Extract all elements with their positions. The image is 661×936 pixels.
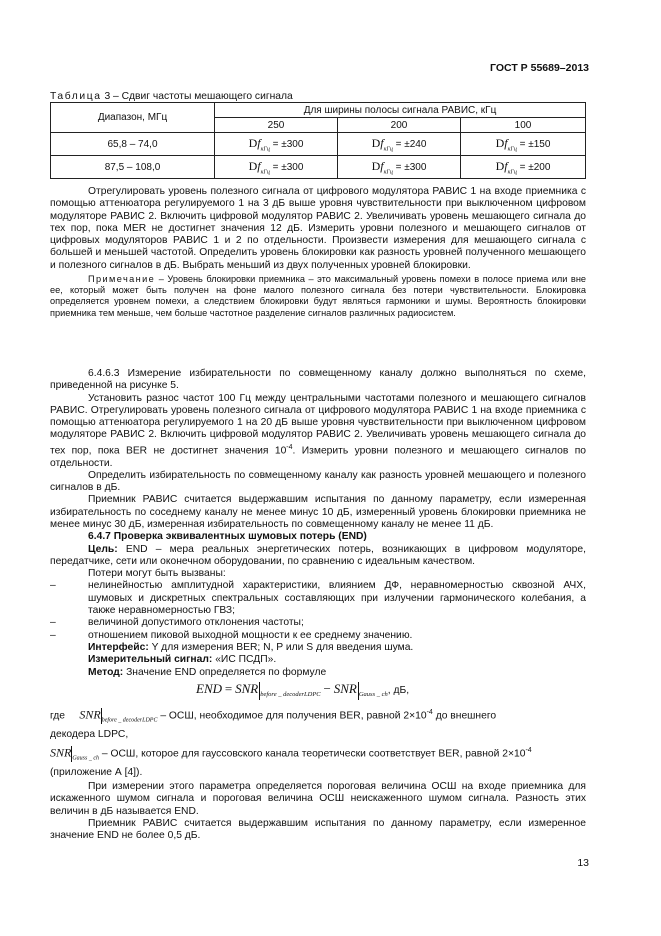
paragraph-cochannel-procedure: Установить разнос частот 100 Гц между центральными частотами полезного и мешающего сигналов РАВИС. Отрегулировать уровень полезного сигнала от цифрового модулятора РАВИС 1 на входе приемника с помощью аттенюатора регулируемого 1 на 20 дБ выше уровня чувствительности при выключенном цифровом модуляторе РАВИС 2. Включить цифровой модулятор РАВИС 2. Увеличивать уровень мешающего сигнала до тех пор, пока BER не достигнет значения $10^{-4}$. Измерить уровни полезного и мешающего сигналов по отдельности. <box>50 392 586 469</box>
note-label: Примечание <box>88 274 156 285</box>
section-blocking <box>50 186 586 319</box>
list-item: – величиной допустимого отклонения частоты; <box>50 617 304 629</box>
paragraph-losses-intro: Потери могут быть вызваны: <box>88 568 226 580</box>
table-row <box>51 156 586 179</box>
table-header-bw-100: 100 <box>461 118 586 133</box>
list-item: – отношением пиковой выходной мощности к ее среднему значению. <box>50 629 413 641</box>
paragraph-end-criteria: Приемник РАВИС считается выдержавшим испытания по данному параметру, если измеренное значение END не более 0,5 дБ. <box>50 818 586 842</box>
paragraph-method: Метод: Значение END определяется по формуле <box>88 666 327 678</box>
where-line-2: $SNR_{Gauss \_ ch}$ – ОСШ, которое для гауссовского канала теоретически соответствует BER, равной $2\times 10^{-4}$ <box>50 745 532 762</box>
table-header-bw-200: 200 <box>338 118 461 133</box>
paragraph-blocking-procedure: Отрегулировать уровень полезного сигнала от цифрового модулятора РАВИС 1 на входе приемника с помощью аттенюатора регулируемого 1 на 3 дБ выше уровня чувствительности при выключенном цифровом модуляторе РАВИС 2. Включить цифровой модулятор РАВИС 2. Увеличивать уровень мешающего сигнала до тех пор, пока MER не достигнет значения 12 дБ. Измерить уровни полезного и мешающего сигналов от цифровых модуляторов РАВИС 1 и 2 по отдельности. Произвести измерения для мешающего сигнала с большей и меньшей частотой. Определить уровень блокировки как разность уровней полученного мешающего и полезного сигналов в дБ. Выбрать меньший из двух полученных уровней блокировки. <box>50 186 586 271</box>
frequency-shift-table <box>50 102 586 179</box>
table-caption <box>50 91 293 102</box>
table-row <box>51 133 586 156</box>
table-cell-shift: $Df_{кГц} = \pm 300$ <box>338 156 461 179</box>
where-definitions <box>50 707 586 843</box>
table-cell-shift: $Df_{кГц} = \pm 200$ <box>461 156 586 179</box>
where-line-1b: декодера LDPC, <box>50 728 129 740</box>
paragraph-cochannel-definition: Определить избирательность по совмещенному каналу как разность уровней мешающего и полезного сигналов в дБ. <box>50 469 586 494</box>
note <box>50 274 586 319</box>
table-caption-text: 3 – Сдвиг частоты мешающего сигнала <box>101 91 293 102</box>
table-cell-shift: $Df_{кГц} = \pm 240$ <box>338 133 461 156</box>
table-caption-label: Таблица <box>50 91 102 102</box>
section-cochannel <box>50 368 586 679</box>
paragraph-measurement-signal: Измерительный сигнал: «ИС ПСДП». <box>88 654 277 666</box>
table-header-range: Диапазон, МГц <box>51 103 215 133</box>
section-heading-647: 6.4.7 Проверка эквивалентных шумовых потерь (END) <box>88 531 367 543</box>
table-cell-shift: $Df_{кГц} = \pm 300$ <box>215 133 338 156</box>
table-header-bandwidth: Для ширины полосы сигнала РАВИС, кГц <box>215 103 586 118</box>
table-header-bw-250: 250 <box>215 118 338 133</box>
where-line-2b: (приложение А [4]). <box>50 766 143 778</box>
paragraph-threshold: При измерении этого параметра определяется пороговая величина ОСШ на входе приемника для искаженного шумом сигнала и пороговая величина ОСШ неискаженного шумом сигнала. Разность этих величин в дБ называется END. <box>50 781 586 817</box>
paragraph-cochannel-criteria: Приемник РАВИС считается выдержавшим испытания по данному параметру, если измеренная избирательность по соседнему каналу не менее минус 10 дБ, измеренный уровень блокировки приемника не менее минус 30 дБ, измеренная избирательность по совмещенному каналу не менее 11 дБ. <box>50 494 586 530</box>
note-text: – Уровень блокировки приемника – это максимальный уровень помехи в полосе приема или вне ее, который может быть получен на фоне малого полезного сигнала без потери чувствительности. Блокировка определяется уровнем помехи, а следствием блокировки будут являться гармоники и шумы. Вероятность блокировки приемника тем меньше, чем больше частотное разделение сигналов различных радиосистем. <box>50 274 586 318</box>
where-line-1: где $SNR_{before \_ decoderLDPC}$ – ОСШ, необходимое для получения BER, равной $2\times 10^{-4}$ до внешнего <box>50 707 497 724</box>
page-number: 13 <box>577 857 589 869</box>
paragraph-interface: Интерфейс: Y для измерения BER; N, P или S для введения шума. <box>88 641 414 653</box>
list-item: – нелинейностью амплитудной характеристики, влиянием ДФ, неравномерностью сквозной АЧХ, шумовых и дискретных спектральных составляющих при излучении гармонического колебания, а также неравномерностью ГВЗ; <box>50 580 586 617</box>
paragraph-6463: 6.4.6.3 Измерение избирательности по совмещенному каналу должно выполняться по схеме, приведенной на рисунке 5. <box>50 368 586 392</box>
table-cell-range: 65,8 – 74,0 <box>51 133 215 156</box>
table-cell-shift: $Df_{кГц} = \pm 300$ <box>215 156 338 179</box>
table-cell-range: 87,5 – 108,0 <box>51 156 215 179</box>
table-cell-shift: $Df_{кГц} = \pm 150$ <box>461 133 586 156</box>
paragraph-goal: Цель: END – мера реальных энергетических потерь, возникающих в цифровом модуляторе, передатчике, сети или оконечном оборудовании, по сравнению с идеальным качеством. <box>50 543 586 567</box>
end-formula: END = SNR $_{before \_ decoderLDPC}$ − SNR $_{Gauss \_ ch}$, дБ, <box>196 681 410 699</box>
document-id: ГОСТ Р 55689–2013 <box>490 62 589 74</box>
